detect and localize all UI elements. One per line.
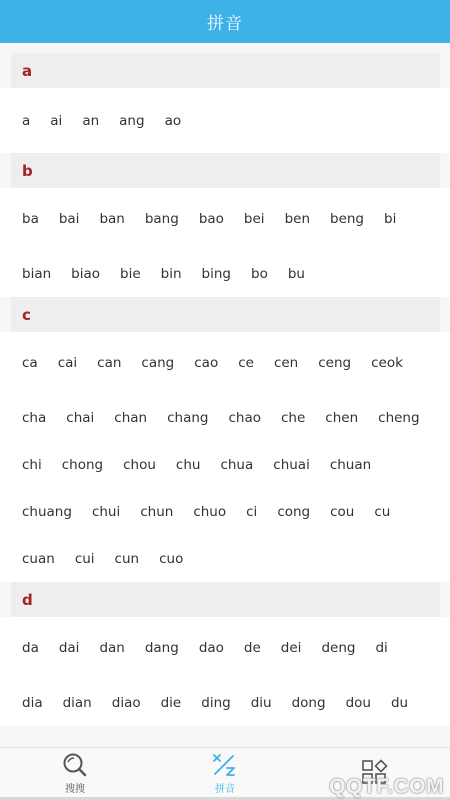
- syllable-item[interactable]: ca: [22, 355, 38, 371]
- syllable-item[interactable]: chun: [140, 503, 174, 520]
- section-grid-c: [0, 332, 450, 582]
- syllable-item[interactable]: cu: [374, 503, 391, 520]
- syllable-item[interactable]: di: [375, 640, 388, 656]
- syllable-item[interactable]: chao: [228, 409, 261, 426]
- syllable-item[interactable]: ceok: [371, 355, 403, 371]
- syllable-item[interactable]: bai: [58, 211, 80, 227]
- syllable-item[interactable]: dai: [58, 640, 80, 656]
- syllable-item[interactable]: dao: [198, 640, 224, 656]
- syllable-item[interactable]: bo: [251, 265, 268, 282]
- section-grid-a: [0, 88, 450, 153]
- syllable-item[interactable]: bin: [160, 265, 182, 282]
- syllable-row: [22, 617, 444, 679]
- syllable-item[interactable]: biao: [71, 265, 101, 282]
- syllable-item[interactable]: bao: [198, 211, 224, 227]
- syllable-item[interactable]: ceng: [318, 355, 352, 371]
- section-letter: a: [22, 61, 33, 80]
- syllable-item[interactable]: cen: [273, 355, 299, 371]
- syllable-item[interactable]: cao: [194, 355, 219, 371]
- syllable-item[interactable]: ben: [284, 211, 310, 227]
- syllable-item[interactable]: ci: [246, 503, 258, 520]
- tab-pinyin[interactable]: [150, 748, 300, 800]
- syllable-item[interactable]: bi: [384, 211, 397, 227]
- syllable-item[interactable]: deng: [321, 640, 356, 656]
- syllable-item[interactable]: cou: [330, 503, 355, 520]
- syllable-item[interactable]: bu: [287, 265, 305, 282]
- syllable-item[interactable]: chuang: [22, 503, 72, 520]
- tab-search[interactable]: [0, 748, 150, 800]
- syllable-item[interactable]: ce: [238, 355, 254, 371]
- section-header-c: [11, 297, 440, 332]
- section-header-d: [11, 582, 440, 617]
- syllable-row: [22, 488, 444, 535]
- syllable-item[interactable]: beng: [330, 211, 365, 227]
- syllable-item[interactable]: dian: [62, 694, 92, 711]
- syllable-item[interactable]: a: [22, 112, 31, 129]
- section-letter: c: [22, 305, 31, 324]
- syllable-item[interactable]: bing: [201, 265, 231, 282]
- syllable-item[interactable]: chuan: [329, 456, 372, 473]
- section-grid-d: [0, 617, 450, 726]
- syllable-item[interactable]: diu: [250, 694, 272, 711]
- tab-label: 搜搜: [65, 783, 85, 795]
- syllable-item[interactable]: chuai: [273, 456, 310, 473]
- pinyin-list[interactable]: [0, 43, 450, 747]
- syllable-item[interactable]: chou: [123, 456, 156, 473]
- section-letter: d: [22, 590, 33, 609]
- syllable-item[interactable]: an: [82, 112, 100, 129]
- syllable-item[interactable]: chong: [61, 456, 104, 473]
- syllable-item[interactable]: cheng: [378, 409, 420, 426]
- syllable-item[interactable]: ban: [99, 211, 125, 227]
- syllable-item[interactable]: da: [22, 640, 39, 656]
- syllable-item[interactable]: can: [97, 355, 122, 371]
- syllable-item[interactable]: ba: [22, 211, 39, 227]
- section-grid-b: [0, 188, 450, 297]
- syllable-item[interactable]: cai: [57, 355, 78, 371]
- syllable-item[interactable]: bian: [22, 265, 52, 282]
- syllable-row: [22, 332, 444, 394]
- syllable-item[interactable]: dia: [22, 694, 43, 711]
- search-icon: [60, 751, 90, 779]
- syllable-row: [22, 88, 444, 153]
- syllable-item[interactable]: de: [243, 640, 261, 656]
- syllable-item[interactable]: chen: [325, 409, 359, 426]
- syllable-item[interactable]: chi: [22, 456, 42, 473]
- section-header-b: [11, 153, 440, 188]
- syllable-row: [22, 535, 444, 582]
- watermark: QQTF.COM: [329, 775, 444, 798]
- section-letter: b: [22, 161, 33, 180]
- syllable-item[interactable]: dan: [99, 640, 125, 656]
- syllable-row: [22, 394, 444, 441]
- syllable-item[interactable]: chai: [66, 409, 95, 426]
- syllable-item[interactable]: chan: [114, 409, 148, 426]
- syllable-item[interactable]: ding: [201, 694, 231, 711]
- syllable-item[interactable]: ao: [164, 112, 182, 129]
- syllable-item[interactable]: chu: [175, 456, 201, 473]
- syllable-item[interactable]: cui: [74, 550, 95, 567]
- syllable-row: [22, 441, 444, 488]
- syllable-item[interactable]: bei: [243, 211, 265, 227]
- syllable-row: [22, 679, 444, 726]
- syllable-item[interactable]: ang: [119, 112, 145, 129]
- syllable-item[interactable]: ai: [50, 112, 63, 129]
- tab-label: 拼音: [215, 783, 235, 795]
- syllable-item[interactable]: diao: [111, 694, 141, 711]
- syllable-item[interactable]: cun: [114, 550, 140, 567]
- syllable-item[interactable]: bie: [120, 265, 141, 282]
- syllable-item[interactable]: chua: [220, 456, 254, 473]
- syllable-item[interactable]: cong: [277, 503, 311, 520]
- syllable-item[interactable]: che: [281, 409, 306, 426]
- section-header-a: [11, 53, 440, 88]
- syllable-item[interactable]: cha: [22, 409, 47, 426]
- syllable-item[interactable]: die: [160, 694, 182, 711]
- syllable-item[interactable]: chui: [91, 503, 121, 520]
- syllable-item[interactable]: dou: [345, 694, 371, 711]
- app-header: [0, 0, 450, 43]
- syllable-item[interactable]: chang: [167, 409, 209, 426]
- syllable-item[interactable]: cang: [141, 355, 175, 371]
- page-title: 拼音: [207, 14, 243, 34]
- syllable-item[interactable]: dang: [144, 640, 179, 656]
- syllable-row: [22, 250, 444, 297]
- syllable-item[interactable]: bang: [144, 211, 179, 227]
- syllable-item[interactable]: dei: [280, 640, 302, 656]
- syllable-item[interactable]: cuan: [22, 550, 55, 567]
- syllable-item[interactable]: dong: [291, 694, 326, 711]
- syllable-item[interactable]: cuo: [159, 550, 184, 567]
- pinyin-icon: [210, 751, 240, 779]
- syllable-item[interactable]: chuo: [193, 503, 227, 520]
- syllable-row: [22, 188, 444, 250]
- syllable-item[interactable]: du: [390, 694, 409, 711]
